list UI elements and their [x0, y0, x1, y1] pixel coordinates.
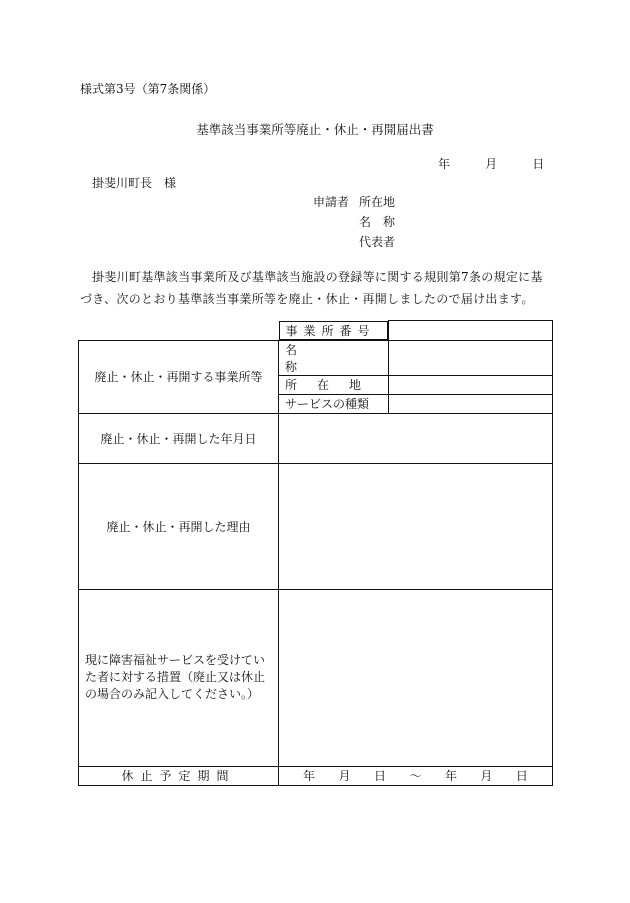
date-day-label: 日: [532, 157, 545, 171]
form-number: 様式第3号（第7条関係）: [80, 82, 216, 96]
period-start-year: 年: [303, 769, 316, 783]
period-separator: ～: [409, 769, 422, 783]
target-office-label: 廃止・休止・再開する事業所等: [79, 340, 279, 413]
measures-label: 現に障害福祉サービスを受けていた者に対する措置（廃止又は休止の場合のみ記入してください。）: [79, 589, 279, 766]
period-start-day: 日: [373, 769, 386, 783]
office-number-field[interactable]: [389, 321, 553, 341]
applicant-address-label: 所在地: [359, 195, 396, 209]
date-month-label: 月: [485, 157, 498, 171]
office-location-field[interactable]: [389, 375, 553, 394]
declaration-text: 掛斐川町基準該当事業所及び基準該当施設の登録等に関する規則第7条の規定に基づき、次のとおり基準該当事業所等を廃止・休止・再開しましたので届け出ます。: [80, 270, 543, 306]
notification-form-table: [78, 320, 553, 786]
measures-field[interactable]: [279, 589, 553, 766]
applicant-label: 申請者: [313, 195, 350, 209]
period-end-year: 年: [444, 769, 457, 783]
applicant-block: [313, 192, 513, 252]
change-date-label: 廃止・休止・再開した年月日: [79, 413, 279, 463]
reason-field[interactable]: [279, 463, 553, 589]
addressee: 掛斐川町長 様: [92, 176, 177, 190]
suspension-period-field[interactable]: [279, 766, 553, 785]
period-end-month: 月: [480, 769, 493, 783]
office-location-label: 所在地: [279, 375, 389, 394]
period-start-month: 月: [338, 769, 351, 783]
office-name-label: 名称: [279, 340, 389, 375]
document-title: 基準該当事業所等廃止・休止・再開届出書: [196, 122, 434, 137]
office-name-field[interactable]: [389, 340, 553, 375]
submission-date: [438, 155, 545, 172]
applicant-representative-label: 代表者: [359, 235, 396, 249]
office-number-label: 事業所番号: [279, 321, 389, 340]
date-year-label: 年: [438, 157, 451, 171]
reason-label: 廃止・休止・再開した理由: [79, 463, 279, 589]
period-end-day: 日: [515, 769, 528, 783]
suspension-period-label: 休止予定期間: [79, 766, 279, 785]
service-type-label: サービスの種類: [279, 394, 389, 413]
service-type-field[interactable]: [389, 394, 553, 413]
change-date-field[interactable]: [279, 413, 553, 463]
applicant-name-label: 名 称: [359, 215, 396, 229]
